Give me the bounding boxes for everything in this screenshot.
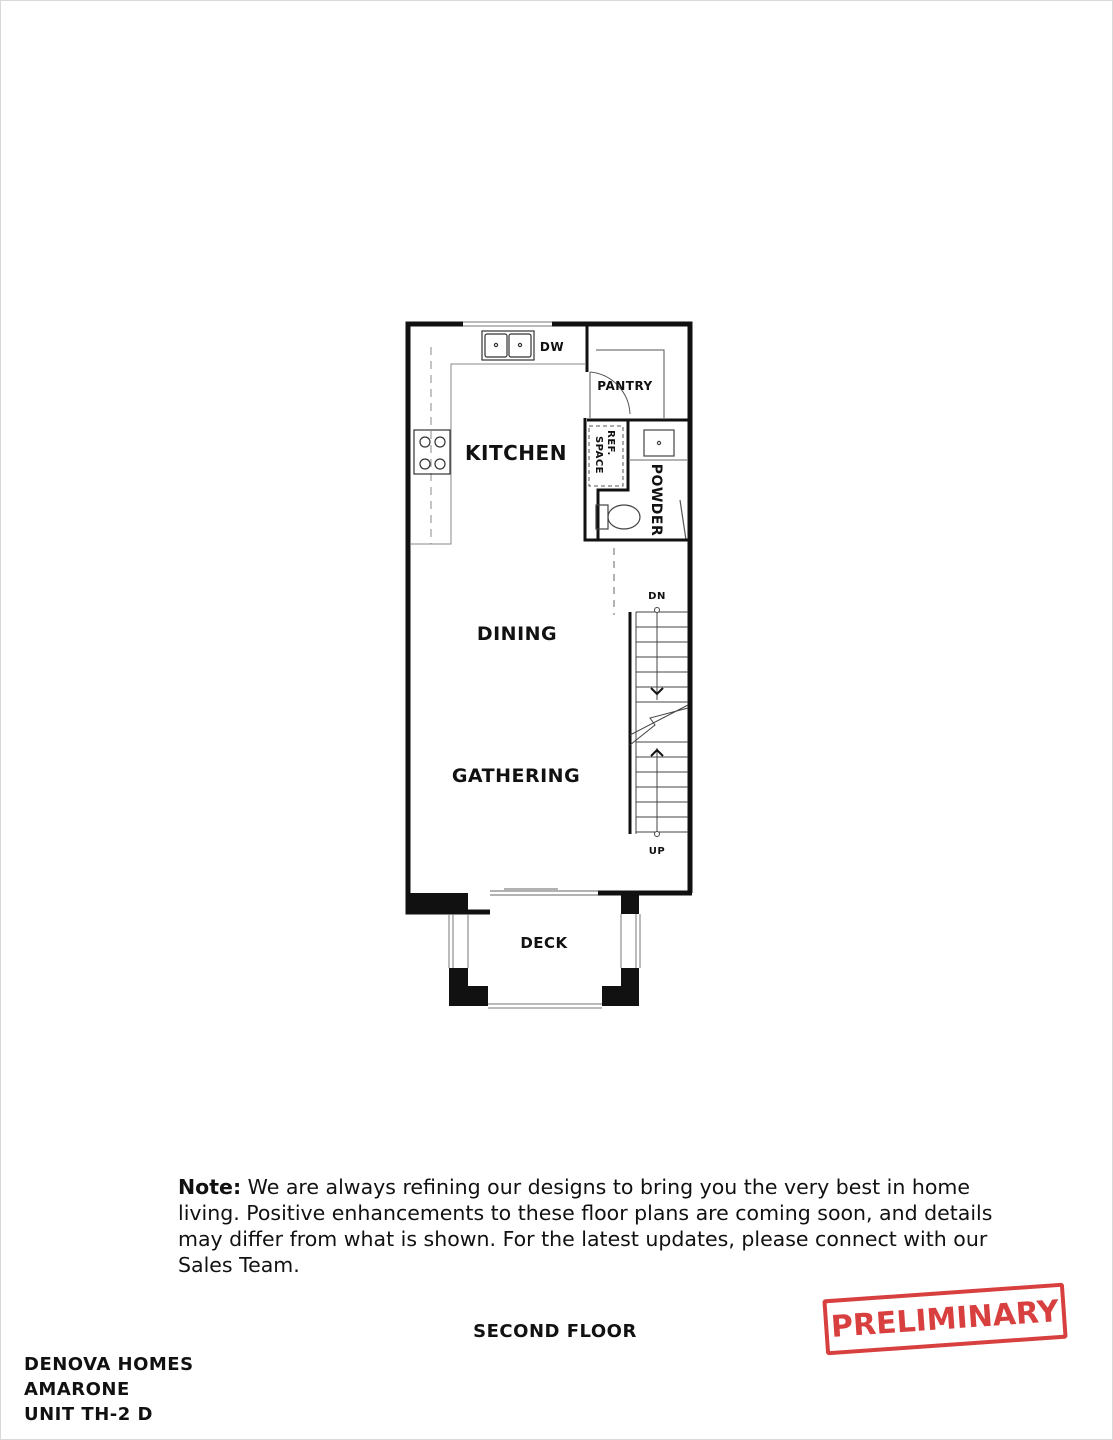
ref-space-label-line2: SPACE <box>593 435 604 475</box>
gathering-label: GATHERING <box>451 765 581 787</box>
kitchen-label: KITCHEN <box>465 441 567 465</box>
stair-down-label: DN <box>648 591 666 602</box>
sink-icon <box>482 331 534 360</box>
stair-up-label: UP <box>648 846 666 857</box>
builder-unit: UNIT TH-2 D <box>24 1404 153 1425</box>
dw-label: DW <box>539 340 565 354</box>
ref-space-label-line1: REF. <box>605 430 616 456</box>
floor-title: SECOND FLOOR <box>473 1321 637 1342</box>
pantry-walls <box>587 324 690 420</box>
deck-slider-door <box>490 889 598 895</box>
builder-info <box>24 1352 194 1427</box>
note-text: We are always refining our designs to bring you the very best in home living. Positive enhancements to these floor plans are coming soon, and details may differ from what is shown. For the latest updates, please connect with our Sales Team. <box>178 1175 993 1277</box>
powder-label: POWDER <box>648 463 664 537</box>
dining-label: DINING <box>476 623 558 645</box>
builder-community: AMARONE <box>24 1379 130 1400</box>
pantry-label: PANTRY <box>597 379 653 393</box>
disclaimer-note <box>178 1174 1008 1278</box>
note-label: Note: <box>178 1175 242 1199</box>
cooktop-icon <box>414 430 450 474</box>
deck-label: DECK <box>520 934 568 952</box>
stairs <box>630 608 688 837</box>
top-window <box>463 322 552 326</box>
builder-company: DENOVA HOMES <box>24 1354 194 1375</box>
stamp-text: PRELIMINARY <box>829 1293 1061 1345</box>
